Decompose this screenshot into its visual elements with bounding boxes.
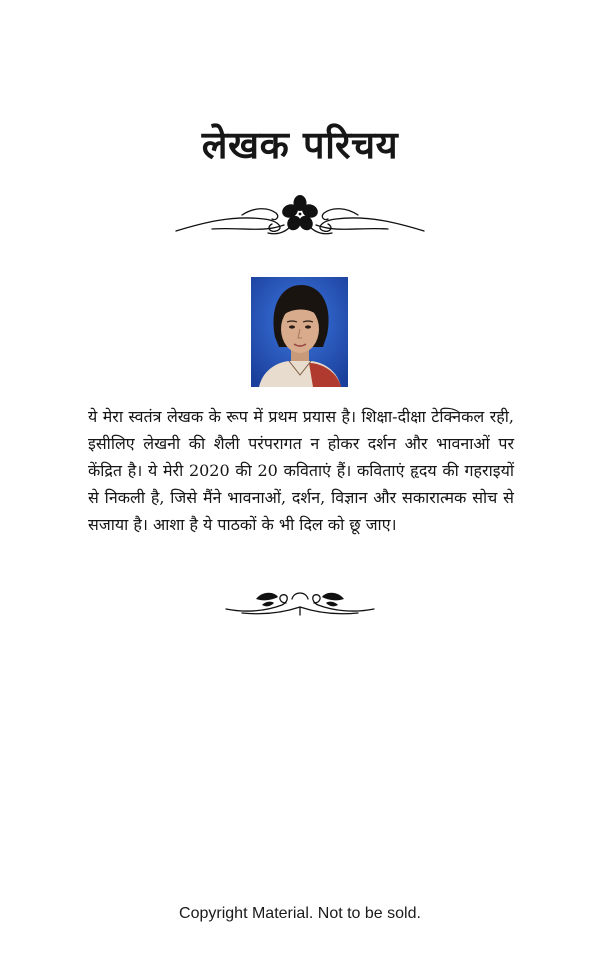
author-photo [251,277,348,387]
flower-flourish-icon [172,193,428,241]
copyright-notice: Copyright Material. Not to be sold. [179,905,421,922]
page-title: लेखक परिचय [201,122,399,167]
leaf-flourish-icon [222,583,378,617]
author-bio: ये मेरा स्वतंत्र लेखक के रूप में प्रथम प्रयास है। शिक्षा-दीक्षा टेक्निकल रही, इसीलिए लेखनी की शैली परंपरागत न होकर दर्शन और भावनाओं पर केंद्रित है। ये मेरी 2020 की 20 कविताएं हैं। कविताएं हृदय की गहराइयों से निकली है, जिसे मैंने भावनाओं, दर्शन, विज्ञान और सकारात्मक सोच से सजाया है। आशा है ये पाठकों के भी दिल को छू जाए। [88,407,514,534]
